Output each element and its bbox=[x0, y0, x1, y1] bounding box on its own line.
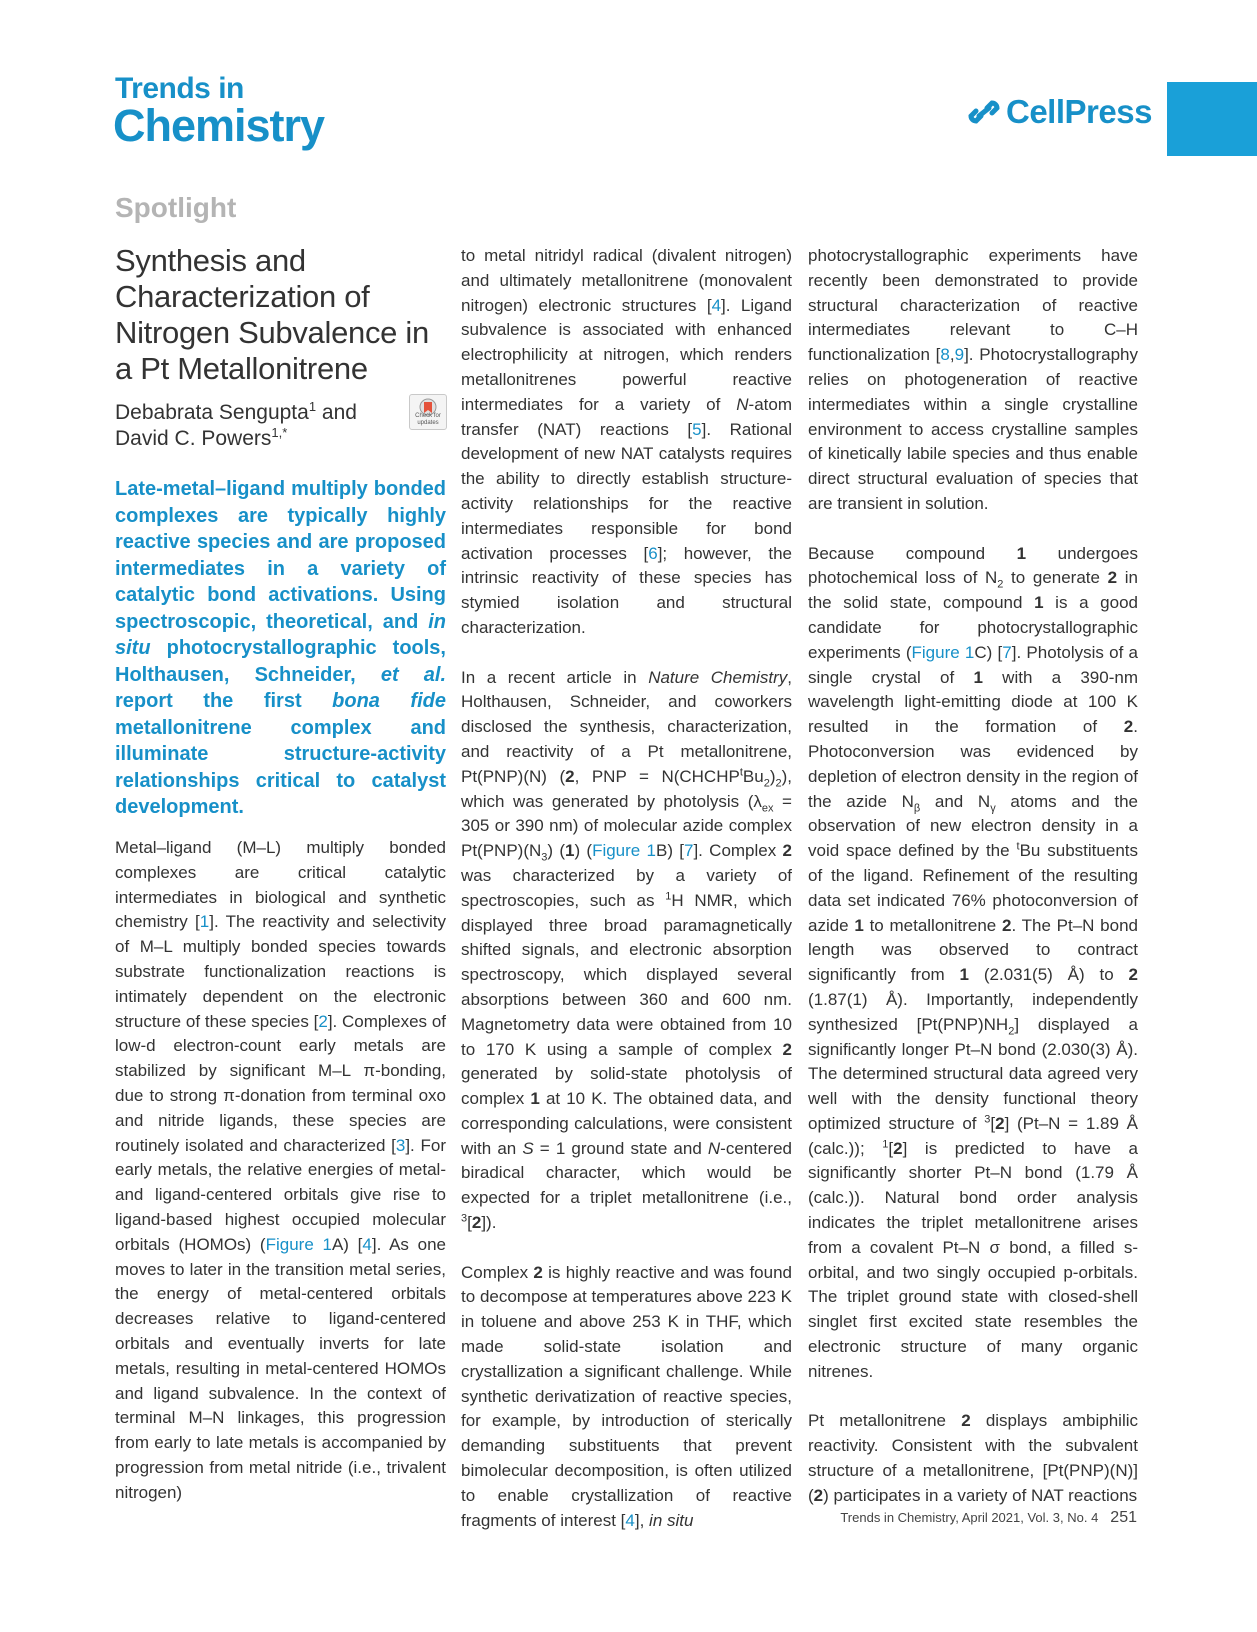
text-span: B) [ bbox=[655, 841, 684, 861]
text-span: ] (Pt–N = 1.89 Å (calc.)); bbox=[808, 1113, 1138, 1158]
text-span: S bbox=[522, 1138, 534, 1158]
text-span: generated by solid-state photolysis of complex bbox=[461, 1064, 792, 1109]
text-span: 2 bbox=[961, 1411, 971, 1431]
text-span: 2 bbox=[893, 1138, 903, 1158]
text-span: 2 bbox=[1008, 1025, 1015, 1038]
text-span: [ bbox=[888, 1138, 894, 1158]
page-footer bbox=[840, 1509, 1137, 1527]
text-span: was characterized by a variety of spectroscopies, such as bbox=[461, 865, 792, 910]
text-span: 2 bbox=[782, 1039, 792, 1059]
reference-link[interactable]: 2 bbox=[318, 1011, 328, 1031]
text-span: ]. Rational development of new NAT catalysts requires the ability to directly establish structure-activity relationships for the reactive intermediates responsible for bond activation processes [ bbox=[461, 419, 792, 563]
text-span: A) [ bbox=[331, 1234, 363, 1254]
body-paragraph bbox=[808, 542, 1138, 1385]
body-column-2 bbox=[461, 244, 792, 1533]
abstract-text: Late-metal–ligand multiply bonded complexes are typically highly reactive species and are proposed intermediates in a variety of catalytic bond activations. Using spectroscopic, theoretical, and bbox=[115, 478, 446, 633]
author-list bbox=[115, 400, 385, 452]
reference-link[interactable]: 7 bbox=[1002, 642, 1012, 662]
text-span: Because compound bbox=[808, 543, 1017, 563]
text-span: undergoes photochemical loss of N bbox=[808, 543, 1138, 588]
text-span: ]. Photolysis of a single crystal of bbox=[808, 642, 1139, 687]
text-span: -atom transfer (NAT) reactions [ bbox=[461, 394, 792, 439]
reference-link[interactable]: 3 bbox=[395, 1135, 406, 1155]
text-span: ], bbox=[634, 1510, 650, 1530]
figure-link[interactable]: Figure 1 bbox=[592, 841, 656, 861]
text-span: (2.031(5) Å) to bbox=[969, 965, 1129, 985]
text-span: 1 bbox=[530, 1089, 540, 1109]
text-span: 3 bbox=[461, 1212, 468, 1225]
text-span: ]. For early metals, the relative energies of metal- and ligand-centered orbitals give rise to ligand-based highest occupied molecular orbitals (HOMOs) ( bbox=[115, 1135, 446, 1254]
text-span: 3 bbox=[984, 1113, 991, 1126]
text-span: ]. Photocrystallography relies on photogeneration of reactive intermediates within a single crystalline environment to access crystalline samples of kinetically labile species and thus enable direct structural evaluation of species that are transient in solution. bbox=[808, 345, 1138, 513]
text-span: 1 bbox=[973, 667, 983, 687]
text-span: with a 390-nm wavelength light-emitting diode at 100 K resulted in the formation of bbox=[808, 667, 1138, 737]
text-span: Metal–ligand (M–L) multiply bonded complexes are critical catalytic intermediates in biological and synthetic chemistry [ bbox=[115, 838, 446, 932]
text-span: ] displayed a significantly longer Pt–N bond (2.030(3) Å). The determined structural data agreed very well with the density functional theory optimized structure of bbox=[808, 1014, 1138, 1133]
reference-link[interactable]: 4 bbox=[362, 1234, 372, 1254]
header-accent-tab bbox=[1167, 82, 1257, 156]
article-title: Synthesis and Characterization of Nitrogen Subvalence in a Pt Metallonitrene bbox=[115, 243, 429, 386]
reference-link[interactable]: 4 bbox=[625, 1510, 635, 1530]
figure-link[interactable]: Figure 1 bbox=[265, 1234, 332, 1254]
abstract-text: report the first bbox=[115, 690, 333, 712]
page-number: 251 bbox=[1110, 1509, 1137, 1526]
text-span: 2 bbox=[763, 777, 770, 790]
text-span: ]). bbox=[481, 1213, 497, 1233]
check-for-updates-badge[interactable] bbox=[409, 394, 447, 430]
text-span: 3 bbox=[541, 851, 548, 864]
text-span: 1 bbox=[854, 915, 864, 935]
abstract-italic: bona fide bbox=[332, 690, 446, 712]
text-span: 1 bbox=[882, 1138, 889, 1151]
text-span: 1 bbox=[665, 890, 672, 903]
reference-link[interactable]: 7 bbox=[683, 841, 694, 861]
text-span: displays ambiphilic reactivity. Consistent with the subvalent structure of a metallonitrene, [Pt(PNP)(N)] ( bbox=[808, 1411, 1138, 1505]
journal-title-top: Trends in bbox=[115, 72, 244, 105]
text-span: 1 bbox=[1034, 593, 1044, 613]
text-span: 1 bbox=[565, 841, 575, 861]
text-span: . Photoconversion was evidenced by depletion of electron density in the region of the azide N bbox=[808, 717, 1138, 811]
text-span: H NMR, which displayed three broad paramagnetically shifted signals, and electronic absorption spectroscopy, which displayed several absorptions between 360 and 600 nm. Magnetometry data were obtained from 10 to 170 K using a sample of complex bbox=[461, 890, 792, 1059]
reference-link[interactable]: 9 bbox=[954, 345, 965, 365]
text-span: 2 bbox=[533, 1262, 543, 1282]
text-span: ), which was generated by photolysis (λ bbox=[461, 766, 792, 811]
reference-link[interactable]: 1 bbox=[199, 912, 210, 932]
text-span: 2 bbox=[782, 841, 792, 861]
abstract-text: metallonitrene complex and illuminate structure-activity relationships critical to catalyst development. bbox=[115, 716, 446, 818]
text-span: , PNP = N(CHCHP bbox=[574, 766, 740, 786]
text-span: = 1 ground state and bbox=[533, 1138, 708, 1158]
text-span: ) ( bbox=[547, 841, 565, 861]
text-span: Pt metallonitrene bbox=[808, 1411, 962, 1431]
journal-title-main: Chemistry bbox=[113, 100, 325, 151]
body-paragraph bbox=[461, 244, 792, 641]
text-span: 2 bbox=[997, 578, 1004, 591]
body-paragraph bbox=[808, 1409, 1138, 1508]
text-span: (1.87(1) Å). Importantly, independently synthesized [Pt(PNP)NH bbox=[808, 989, 1138, 1034]
text-span: ]. Ligand subvalence is associated with enhanced electrophilicity at nitrogen, which renders metallonitrenes powerful reactive intermediates for a variety of bbox=[461, 295, 792, 414]
author-name[interactable]: David C. Powers bbox=[115, 427, 272, 450]
text-span: atoms and the observation of new electron density in a void space defined by the bbox=[808, 791, 1138, 861]
text-span: N bbox=[736, 394, 749, 414]
abstract-text: photocrystallographic tools, Holthausen, Schneider, bbox=[115, 637, 446, 686]
body-paragraph bbox=[115, 836, 446, 1506]
text-span: t bbox=[1016, 840, 1020, 853]
reference-link[interactable]: 5 bbox=[692, 419, 702, 439]
text-span: and N bbox=[920, 791, 991, 811]
reference-link[interactable]: 8 bbox=[940, 345, 950, 365]
text-span: [ bbox=[467, 1213, 472, 1233]
text-span: ]. As one moves to later in the transition metal series, the energy of metal-centered orbitals decreases relative to ligand-centered orbitals and eventually inverts for late metals, resulting in metal-centered HOMOs and ligand subvalence. In the context of terminal M–N linkages, this progression from early to late metals is accompanied by progression from metal nitride (i.e., trivalent nitrogen) bbox=[115, 1234, 446, 1502]
abstract-italic: in situ bbox=[115, 610, 446, 659]
text-span: , bbox=[949, 345, 955, 365]
text-span: [ bbox=[990, 1113, 996, 1133]
body-paragraph bbox=[461, 1261, 792, 1534]
badge-label: Check for updates bbox=[415, 413, 441, 426]
text-span: ]; however, the intrinsic reactivity of these species has stymied isolation and structural characterization. bbox=[461, 543, 792, 637]
figure-link[interactable]: Figure 1 bbox=[911, 642, 975, 662]
text-span: 1 bbox=[959, 965, 970, 985]
text-span: C) [ bbox=[974, 642, 1003, 662]
author-name[interactable]: Debabrata Sengupta bbox=[115, 401, 309, 424]
text-span: 2 bbox=[995, 1113, 1005, 1133]
text-span: , Holthausen, Schneider, and coworkers disclosed the synthesis, characterization, and reactivity of a Pt metallonitrene, Pt(PNP)(N) ( bbox=[461, 667, 792, 786]
text-span: 2 bbox=[1002, 915, 1012, 935]
text-span: in situ bbox=[649, 1510, 694, 1530]
text-span: photocrystallographic experiments have recently been demonstrated to provide structural characterization of reactive intermediates relevant to C–H functionalization [ bbox=[808, 246, 1138, 365]
reference-link[interactable]: 6 bbox=[648, 543, 658, 563]
abstract bbox=[115, 476, 446, 821]
text-span: -centered biradical character, which would be expected for a triplet metallonitrene (i.e., bbox=[461, 1138, 792, 1208]
chain-link-icon bbox=[968, 97, 1000, 127]
text-span: to metallonitrene bbox=[863, 915, 1002, 935]
text-span: 2 bbox=[775, 777, 782, 790]
text-span: 2 bbox=[1128, 965, 1138, 985]
author-conjunction: and bbox=[321, 401, 357, 424]
text-span: 2 bbox=[1123, 717, 1134, 737]
text-span: 1 bbox=[1016, 543, 1027, 563]
text-span: Bu substituents of the ligand. Refinement of the resulting data set indicated 76% photoconversion of azide bbox=[808, 841, 1138, 935]
text-span: ] is predicted to have a significantly shorter Pt–N bond (1.79 Å (calc.)). Natural bond order analysis indicates the triplet metallonitrene arises from a covalent Pt–N σ bond, a filled s-orbital, and two singly occupied p-orbitals. The triplet ground state with closed-shell singlet first excited state resembles the electronic structure of many organic nitrenes. bbox=[808, 1138, 1139, 1381]
text-span: ]. The reactivity and selectivity of M–L multiply bonded species towards substrate functionalization reactions is intimately dependent on the electronic structure of these species [ bbox=[115, 912, 446, 1031]
text-span: is a good candidate for photocrystallographic experiments ( bbox=[808, 593, 1138, 662]
text-span: in the solid state, compound bbox=[808, 568, 1138, 613]
text-span: 2 bbox=[565, 766, 575, 786]
text-span: is highly reactive and was found to decompose at temperatures above 223 K in toluene and above 253 K in THF, which made solid-state isolation and crystallization a significant challenge. While synthetic derivatization of reactive species, for example, by introduction of sterically demanding substituents that prevent bimolecular decomposition, is often utilized to enable crystallization of reactive fragments of interest [ bbox=[461, 1262, 792, 1530]
text-span: to metal nitridyl radical (divalent nitrogen) and ultimately metallonitrene (monovalent nitrogen) electronic structures [ bbox=[461, 246, 792, 315]
text-span: t bbox=[739, 766, 743, 779]
text-span: γ bbox=[990, 801, 996, 814]
text-span: ) bbox=[769, 766, 776, 786]
body-paragraph bbox=[461, 666, 792, 1236]
text-span: N bbox=[707, 1138, 721, 1158]
text-span: Complex bbox=[461, 1262, 534, 1282]
footer-citation: Trends in Chemistry, April 2021, Vol. 3, No. 4 bbox=[840, 1510, 1099, 1525]
text-span: ex bbox=[761, 801, 774, 814]
text-span: ) participates in a variety of NAT reactions bbox=[823, 1485, 1138, 1505]
text-span: β bbox=[913, 801, 921, 814]
body-column-1 bbox=[115, 836, 446, 1506]
author-affiliation: 1 bbox=[308, 399, 317, 414]
publisher-logo bbox=[968, 93, 1152, 131]
text-span: at 10 K. The obtained data, and corresponding calculations, were consistent with an bbox=[461, 1089, 792, 1158]
text-span: to generate bbox=[1003, 568, 1108, 588]
body-column-3 bbox=[808, 244, 1138, 1509]
article-type-label: Spotlight bbox=[115, 192, 237, 223]
abstract-italic: et al. bbox=[380, 663, 447, 686]
body-paragraph bbox=[808, 244, 1138, 517]
text-span: Bu bbox=[742, 766, 764, 786]
reference-link[interactable]: 4 bbox=[711, 295, 722, 315]
author-affiliation: 1,* bbox=[271, 425, 288, 440]
text-span: . The Pt–N bond length was observed to contract significantly from bbox=[808, 915, 1138, 985]
publisher-name: CellPress bbox=[1006, 93, 1152, 130]
text-span: 2 bbox=[813, 1485, 824, 1505]
text-span: ) ( bbox=[574, 841, 593, 861]
text-span: In a recent article in bbox=[461, 667, 649, 687]
text-span: ]. Complexes of low-d electron-count early metals are stabilized by significant M–L π-bonding, due to strong π-donation from terminal oxo and nitride ligands, these species are routinely isolated and characterized [ bbox=[115, 1011, 447, 1155]
text-span: ]. Complex bbox=[693, 841, 783, 861]
text-span: Nature Chemistry bbox=[648, 667, 788, 687]
text-span: 2 bbox=[471, 1213, 482, 1233]
text-span: = 305 or 390 nm) of molecular azide complex Pt(PNP)(N bbox=[461, 791, 792, 861]
text-span: 2 bbox=[1107, 568, 1118, 588]
